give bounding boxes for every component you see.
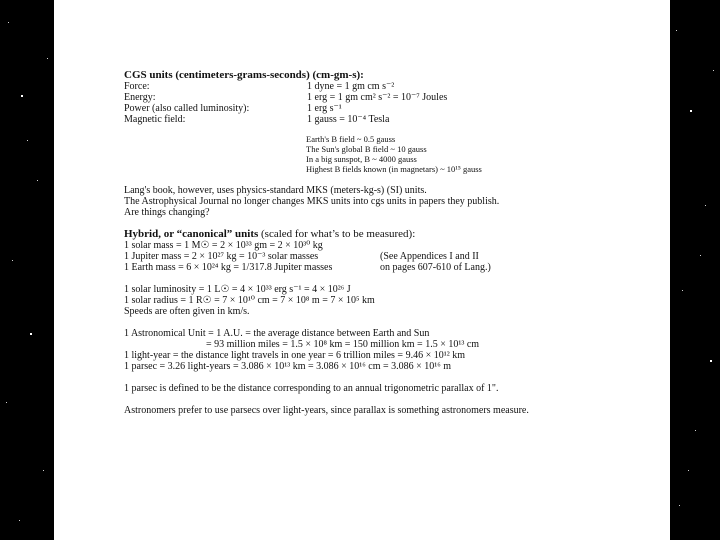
- cgs-row-energy: [124, 92, 654, 103]
- field-note: Highest B fields known (in magnetars) ~ 10¹⁵ gauss: [306, 164, 482, 174]
- appendix-note: (See Appendices I and II: [380, 251, 479, 262]
- parsec-line: 1 parsec = 3.26 light-years = 3.086 × 10¹³ km = 3.086 × 10¹⁶ cm = 3.086 × 10¹⁶ m: [124, 361, 452, 372]
- cgs-value: 1 dyne = 1 gm cm s⁻²: [307, 81, 395, 92]
- spacer: [124, 394, 654, 405]
- hybrid-heading-bold: Hybrid, or “canonical” units: [124, 228, 259, 240]
- appendix-note: on pages 607-610 of Lang.): [380, 262, 491, 273]
- spacer: [124, 273, 654, 284]
- cgs-row-power: [124, 103, 654, 114]
- cgs-value: 1 gauss = 10⁻⁴ Tesla: [307, 114, 390, 125]
- spacer: [124, 174, 654, 185]
- cgs-label: Magnetic field:: [124, 114, 186, 125]
- au-continuation: = 93 million miles = 1.5 × 10⁸ km = 150 million km = 1.5 × 10¹³ cm: [206, 339, 480, 350]
- solar-line: 1 solar luminosity = 1 L☉ = 4 × 10³³ erg s⁻¹ = 4 × 10²⁶ J: [124, 284, 351, 295]
- cgs-value: 1 erg = 1 gm cm² s⁻² = 10⁻⁷ Joules: [307, 92, 448, 103]
- au-line: 1 Astronomical Unit = 1 A.U. = the average distance between Earth and Sun: [124, 328, 430, 339]
- mks-line: The Astrophysical Journal no longer changes MKS units into cgs units in papers they publish.: [124, 196, 500, 207]
- spacer: [124, 372, 654, 383]
- mks-line: Lang's book, however, uses physics-standard MKS (meters-kg-s) (SI) units.: [124, 185, 427, 196]
- hybrid-heading-rest: (scaled for what’s to be measured):: [258, 228, 416, 240]
- cgs-label: Power (also called luminosity):: [124, 103, 250, 114]
- mass-text: 1 Jupiter mass = 2 × 10²⁷ kg = 10⁻³ solar masses: [124, 251, 319, 262]
- spacer: [124, 125, 654, 134]
- mks-line: Are things changing?: [124, 207, 210, 218]
- mass-line: [124, 240, 654, 251]
- field-note: In a big sunspot, B ~ 4000 gauss: [306, 154, 417, 164]
- cgs-label: Energy:: [124, 92, 156, 103]
- mass-line: [124, 262, 654, 273]
- light-year-line: 1 light-year = the distance light travels in one year = 6 trillion miles = 9.46 × 10¹² km: [124, 350, 465, 361]
- cgs-value: 1 erg s⁻¹: [307, 103, 342, 114]
- parsec-definition: 1 parsec is defined to be the distance corresponding to an annual trigonometric parallax of 1".: [124, 383, 499, 394]
- solar-line: 1 solar radius = 1 R☉ = 7 × 10¹⁰ cm = 7 × 10⁸ m = 7 × 10⁵ km: [124, 295, 375, 306]
- solar-line: Speeds are often given in km/s.: [124, 306, 250, 317]
- cgs-row-force: [124, 81, 654, 92]
- mass-text: 1 Earth mass = 6 × 10²⁴ kg = 1/317.8 Jupiter masses: [124, 262, 333, 273]
- closing-statement: Astronomers prefer to use parsecs over light-years, since parallax is something astronomers measure.: [124, 405, 529, 416]
- cgs-label: Force:: [124, 81, 150, 92]
- hybrid-heading: [124, 229, 654, 240]
- cgs-row-magnetic: [124, 114, 654, 125]
- mass-text: 1 solar mass = 1 M☉ = 2 × 10³³ gm = 2 × 10³⁰ kg: [124, 240, 323, 251]
- document-content: [124, 70, 654, 416]
- document-page: [54, 0, 670, 540]
- spacer: [124, 317, 654, 328]
- cgs-heading: CGS units (centimeters-grams-seconds) (cm-gm-s):: [124, 69, 364, 81]
- field-note: Earth's B field ~ 0.5 gauss: [306, 134, 396, 144]
- field-note: The Sun's global B field ~ 10 gauss: [306, 144, 427, 154]
- mass-line: [124, 251, 654, 262]
